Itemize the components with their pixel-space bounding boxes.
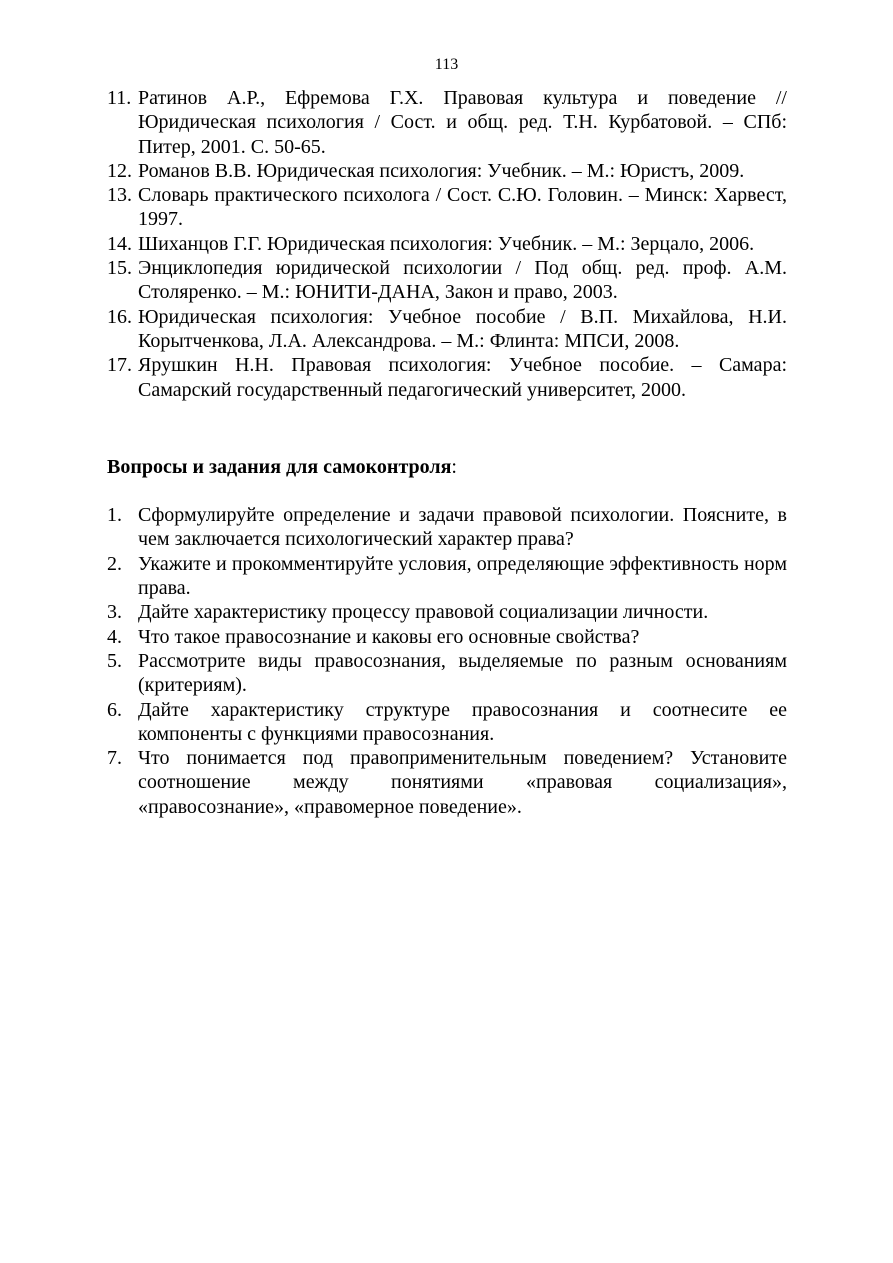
question-item: [107, 600, 787, 624]
question-text: Дайте характеристику структуре правосознания и соотнесите ее компоненты с функциями правосознания.: [138, 698, 787, 745]
reference-text: Словарь практического психолога / Сост. С.Ю. Головин. – Минск: Харвест, 1997.: [138, 184, 787, 231]
question-text: Что такое правосознание и каковы его основные свойства?: [138, 625, 640, 648]
question-text: Рассмотрите виды правосознания, выделяемые по разным основаниям (критериям).: [138, 649, 787, 697]
question-item: [107, 503, 787, 552]
question-text: Что понимается под правоприменительным поведением? Установите соотношение между понятиями «правовая социализация», «правосознание», «правомерное поведение».: [138, 747, 787, 818]
question-item: [107, 552, 787, 601]
question-number: 5.: [107, 649, 122, 672]
question-item: [107, 649, 787, 698]
reference-item: [107, 256, 787, 305]
reference-text: Энциклопедия юридической психологии / Под общ. ред. проф. А.М. Столяренко. – М.: ЮНИТИ-ДАНА, Закон и право, 2003.: [138, 257, 787, 304]
reference-number: 16.: [107, 305, 132, 328]
reference-text: Романов В.В. Юридическая психология: Учебник. – М.: Юристъ, 2009.: [138, 159, 745, 182]
questions-heading-text: Вопросы и задания для самоконтроля: [107, 455, 452, 478]
question-item: [107, 746, 787, 819]
reference-number: 13.: [107, 184, 132, 207]
reference-item: [107, 86, 787, 159]
questions-list: [107, 503, 787, 819]
reference-number: 15.: [107, 257, 132, 280]
question-number: 7.: [107, 747, 122, 770]
reference-item: [107, 159, 787, 183]
reference-number: 17.: [107, 354, 132, 377]
question-number: 1.: [107, 504, 122, 527]
page-content: [107, 86, 787, 819]
reference-text: Юридическая психология: Учебное пособие / В.П. Михайлова, Н.И. Корытченкова, Л.А. Александрова. – М.: Флинта: МПСИ, 2008.: [138, 305, 787, 352]
questions-heading: [107, 455, 787, 479]
question-number: 6.: [107, 698, 122, 721]
question-number: 4.: [107, 625, 122, 648]
reference-number: 12.: [107, 159, 132, 182]
reference-list: [107, 86, 787, 402]
reference-item: [107, 305, 787, 354]
reference-text: Ярушкин Н.Н. Правовая психология: Учебное пособие. – Самара: Самарский государственный педагогический университет, 2000.: [138, 354, 787, 401]
reference-text: Шиханцов Г.Г. Юридическая психология: Учебник. – М.: Зерцало, 2006.: [138, 232, 755, 255]
reference-item: [107, 183, 787, 232]
page-number: 113: [434, 56, 459, 73]
reference-item: [107, 232, 787, 256]
questions-heading-colon: :: [451, 455, 457, 478]
question-item: [107, 625, 787, 649]
question-text: Дайте характеристику процессу правовой социализации личности.: [138, 601, 709, 624]
reference-number: 11.: [107, 87, 132, 109]
reference-text: Ратинов А.Р., Ефремова Г.Х. Правовая культура и поведение // Юридическая психология / Сост. и общ. ред. Т.Н. Курбатовой. – СПб: Питер, 2001. С. 50-65.: [138, 87, 787, 158]
question-text: Сформулируйте определение и задачи правовой психологии. Поясните, в чем заключается психологический характер права?: [138, 504, 787, 551]
question-number: 2.: [107, 552, 122, 575]
question-number: 3.: [107, 601, 122, 624]
reference-item: [107, 353, 787, 402]
question-item: [107, 698, 787, 747]
reference-number: 14.: [107, 232, 132, 255]
question-text: Укажите и прокомментируйте условия, определяющие эффективность норм права.: [138, 552, 787, 600]
